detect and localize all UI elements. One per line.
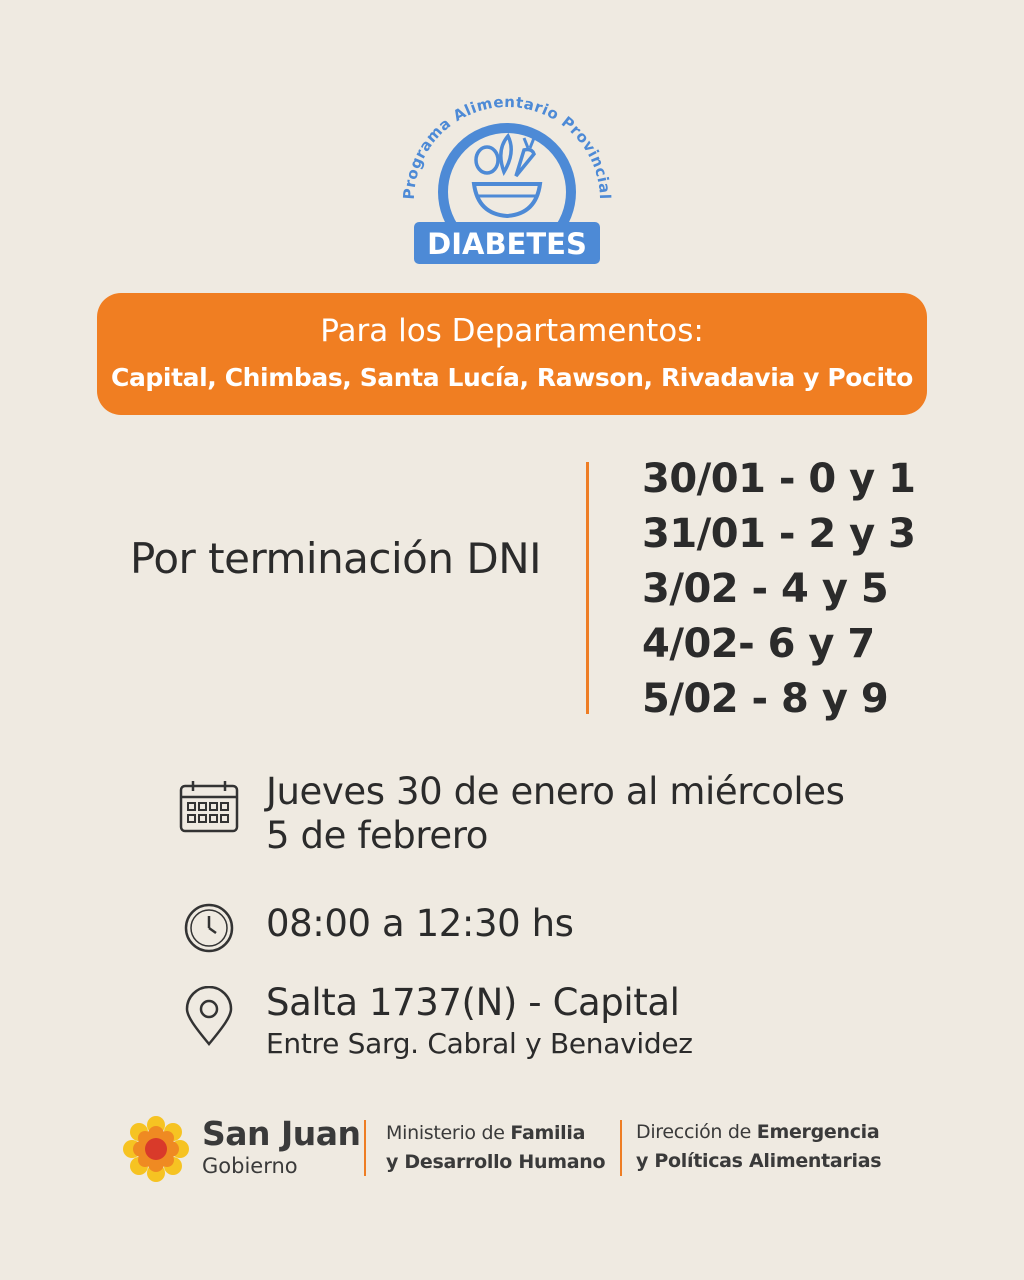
san-juan-title: San Juan (202, 1114, 361, 1153)
divider-line (586, 462, 589, 714)
logo-badge: DIABETES (427, 227, 587, 261)
address-text: Salta 1737(N) - Capital (266, 981, 680, 1024)
calendar-icon (178, 780, 240, 834)
san-juan-flower-logo (122, 1115, 190, 1183)
hours-text: 08:00 a 12:30 hs (266, 902, 574, 945)
clock-icon (183, 902, 235, 954)
address-detail: Entre Sarg. Cabral y Benavidez (266, 1027, 693, 1060)
schedule-item: 5/02 - 8 y 9 (642, 676, 889, 722)
schedule-item: 30/01 - 0 y 1 (642, 456, 916, 502)
dates-line-2: 5 de febrero (266, 814, 488, 857)
dni-schedule-list (642, 452, 915, 727)
schedule-item: 31/01 - 2 y 3 (642, 511, 916, 557)
schedule-item: 3/02 - 4 y 5 (642, 566, 889, 612)
footer-separator (364, 1120, 366, 1176)
banner-departments: Capital, Chimbas, Santa Lucía, Rawson, Rivadavia y Pocito (111, 363, 913, 392)
ministry-text: Ministerio de Familia y Desarrollo Humano (386, 1122, 606, 1173)
dates-line-1: Jueves 30 de enero al miércoles (266, 770, 845, 813)
program-logo (392, 92, 622, 272)
logo-arc-text: Programa Alimentario Provincial (399, 92, 615, 201)
banner-title: Para los Departamentos: (320, 313, 704, 349)
location-pin-icon (184, 986, 234, 1048)
dni-label: Por terminación DNI (130, 534, 541, 583)
bowl-icon (474, 184, 540, 216)
direction-text: Dirección de Emergencia y Políticas Alimentarias (636, 1121, 882, 1172)
schedule-item: 4/02- 6 y 7 (642, 621, 875, 667)
departments-banner (97, 293, 927, 415)
footer-separator (620, 1120, 622, 1176)
gobierno-label: Gobierno (202, 1154, 298, 1178)
